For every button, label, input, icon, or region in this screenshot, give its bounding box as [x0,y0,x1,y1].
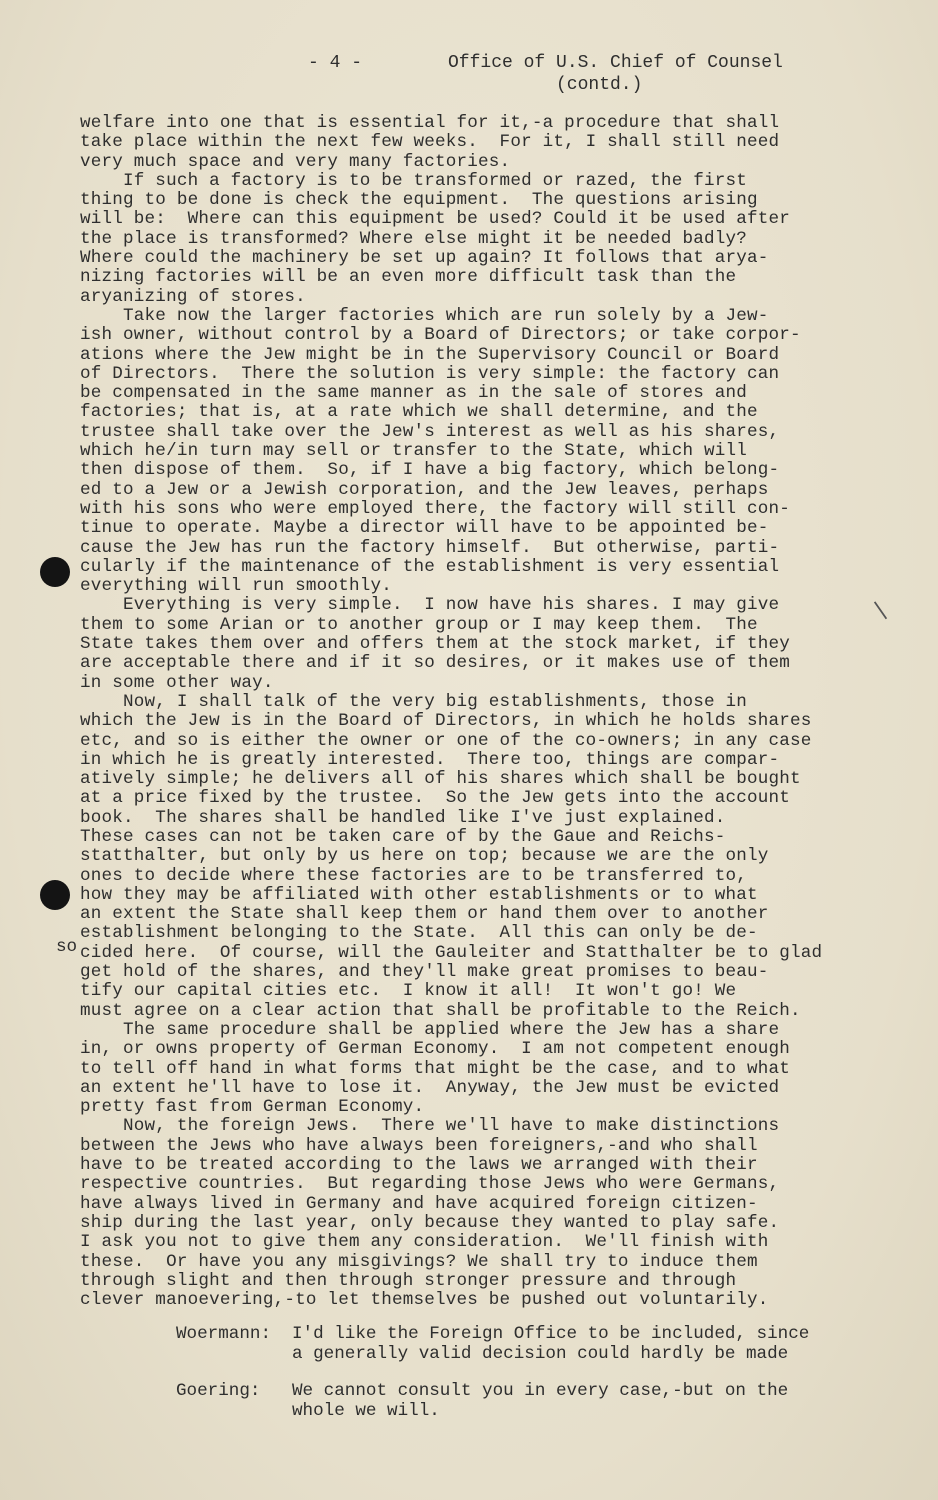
body-line: ones to decide where these factories are to be transferred to, [80,865,747,886]
body-line: tify our capital cities etc. I know it all! It won't go! We [80,981,737,1002]
body-line: which the Jew is in the Board of Directors, in which he holds shares [80,711,812,732]
body-line: very much space and very many factories. [80,151,511,172]
body-line: cided here. Of course, will the Gauleiter and Statthalter be to glad [80,942,823,963]
body-line: Take now the larger factories which are run solely by a Jew- [80,305,769,326]
body-line: be compensated in the same manner as in the sale of stores and [80,383,747,404]
body-line: have always lived in Germany and have acquired foreign citizen- [80,1193,758,1214]
body-line: establishment belonging to the State. All this can only be de- [80,923,758,944]
margin-pencil-mark: | [868,596,894,625]
body-line: welfare into one that is essential for it,-a procedure that shall [80,113,780,133]
speaker-name: Woermann: [176,1324,272,1344]
body-line: nizing factories will be an even more difficult task than the [80,267,737,288]
body-line: are acceptable there and if it so desires, or it makes use of them [80,653,791,674]
page-header [0,52,938,98]
body-line: ship during the last year, only because they wanted to play safe. [80,1212,780,1233]
body-line: State takes them over and offers them at the stock market, if they [80,634,791,655]
body-line: book. The shares shall be handled like I've just explained. [80,807,726,828]
speech-line: I'd like the Foreign Office to be included, since [292,1324,810,1344]
body-line: These cases can not be taken care of by the Gaue and Reichs- [80,826,726,847]
speech-line: whole we will. [292,1401,440,1421]
body-line: respective countries. But regarding those Jews who were Germans, [80,1174,780,1195]
margin-note: so [56,937,78,957]
body-line: Where could the machinery be set up again? It follows that arya- [80,248,769,269]
body-line: take place within the next few weeks. For it, I shall still need [80,132,780,153]
body-line: them to some Arian or to another group or I may keep them. The [80,614,758,635]
body-line: in, or owns property of German Economy. I am not competent enough [80,1039,791,1060]
body-line: through slight and then through stronger pressure and through [80,1270,737,1291]
body-line: Everything is very simple. I now have his shares. I may give [80,595,780,616]
body-line: get hold of the shares, and they'll make great promises to beau- [80,962,769,983]
body-line: must agree on a clear action that shall be profitable to the Reich. [80,1000,801,1021]
body-line: between the Jews who have always been foreigners,-and who shall [80,1135,758,1156]
body-line: an extent he'll have to lose it. Anyway, the Jew must be evicted [80,1077,780,1098]
body-line: at a price fixed by the trustee. So the Jew gets into the account [80,788,791,809]
punch-hole [40,880,70,910]
body-line: If such a factory is to be transformed or razed, the first [80,170,747,191]
body-line: Now, I shall talk of the very big establishments, those in [80,691,747,712]
body-line: ations where the Jew might be in the Supervisory Council or Board [80,344,780,365]
body-line: with his sons who were employed there, the factory will still con- [80,498,791,519]
body-line: atively simple; he delivers all of his shares which shall be bought [80,769,801,790]
body-line: which he/in turn may sell or transfer to the State, which will [80,441,747,462]
body-line: then dispose of them. So, if I have a big factory, which belong- [80,460,780,481]
body-line: I ask you not to give them any consideration. We'll finish with [80,1232,769,1253]
body-line: statthalter, but only by us here on top; because we are the only [80,846,769,867]
body-line: everything will run smoothly. [80,576,392,597]
page-number: - 4 - [308,53,363,73]
body-line: an extent the State shall keep them or hand them over to another [80,904,769,925]
body-line: aryanizing of stores. [80,286,306,307]
body-line: cause the Jew has run the factory himself. But otherwise, parti- [80,537,780,558]
body-line: factories; that is, at a rate which we shall determine, and the [80,402,758,423]
speech [292,1324,872,1364]
body-line: to tell off hand in what forms that might be the case, and to what [80,1058,791,1079]
body-line: in which he is greatly interested. There too, things are compar- [80,749,780,770]
body-line: thing to be done is check the equipment. The questions arising [80,190,758,211]
body-line: in some other way. [80,672,274,693]
body-line: these. Or have you any misgivings? We shall try to induce them [80,1251,758,1272]
speech-line: We cannot consult you in every case,-but on the [292,1381,789,1401]
body-line: tinue to operate. Maybe a director will have to be appointed be- [80,518,769,539]
body-line: trustee shall take over the Jew's interest as well as his shares, [80,421,780,442]
body-line: how they may be affiliated with other establishments or to what [80,884,758,905]
body-line: Now, the foreign Jews. There we'll have to make distinctions [80,1116,780,1137]
speech-line: a generally valid decision could hardly be made [292,1344,789,1364]
body-line: cularly if the maintenance of the establishment is very essential [80,556,780,577]
body-line: will be: Where can this equipment be used? Could it be used after [80,209,791,230]
body-line: the place is transformed? Where else might it be needed badly? [80,228,747,249]
header-title: Office of U.S. Chief of Counsel [448,53,783,73]
body-line: clever manoevering,-to let themselves be pushed out voluntarily. [80,1290,769,1311]
body-line: ed to a Jew or a Jewish corporation, and the Jew leaves, perhaps [80,479,769,500]
punch-hole [40,557,70,587]
body-line: The same procedure shall be applied where the Jew has a share [80,1019,780,1040]
body-text [80,114,880,1310]
body-line: have to be treated according to the laws we arranged with their [80,1155,758,1176]
body-line: pretty fast from German Economy. [80,1097,425,1118]
header-continued: (contd.) [556,75,643,95]
speech [292,1381,872,1421]
body-line: etc, and so is either the owner or one of the co-owners; in any case [80,730,812,751]
body-line: of Directors. There the solution is very simple: the factory can [80,363,780,384]
speaker-name: Goering: [176,1381,261,1401]
body-line: ish owner, without control by a Board of Directors; or take corpor- [80,325,801,346]
